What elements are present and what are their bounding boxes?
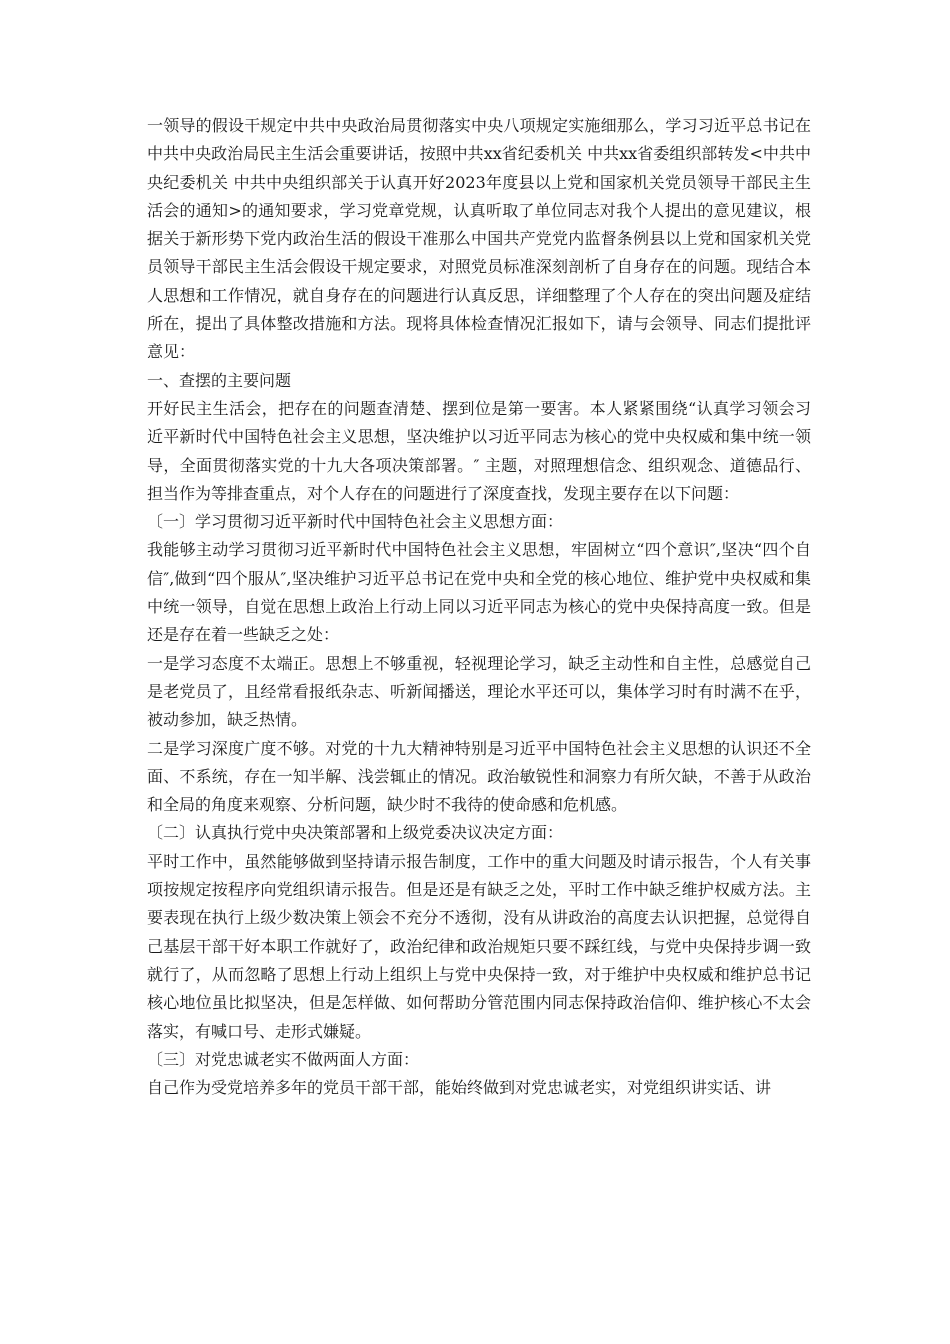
paragraph-subsection-2: 平时工作中，虽然能够做到坚持请示报告制度，工作中的重大问题及时请示报告，个人有关事项按规定按程序向党组织请示报告。但是还是有缺乏之处，平时工作中缺乏维护权威方法。主要表现在执行上级少数决策上领会不充分不透彻，没有从讲政治的高度去认识把握，总觉得自己基层干部干好本职工作就好了，政治纪律和政治规矩只要不踩红线，与党中央保持步调一致就行了，从而忽略了思想上行动上组织上与党中央保持一致，对于维护中央权威和维护总书记核心地位虽比拟坚决，但是怎样做、如何帮助分管范围内同志保持政治信仰、维护核心不太会落实，有喊口号、走形式嫌疑。 [147,851,811,1041]
paragraph-problem-overview: 开好民主生活会，把存在的问题查清楚、摆到位是第一要害。本人紧紧围绕“认真学习领会习近平新时代中国特色社会主义思想，坚决维护以习近平同志为核心的党中央权威和集中统一领导，全面贯彻落实党的十九大各项决策部署。″ 主题，对照理想信念、组织观念、道德品行、担当作为等排查重点，对个人存在的问题进行了深度查找，发现主要存在以下问题： [147,398,811,503]
paragraph-subsection-3: 自己作为受党培养多年的党员干部干部，能始终做到对党忠诚老实，对党组织讲实话、讲 [147,1078,772,1098]
subsection-heading-3: 〔三〕对党忠诚老实不做两面人方面： [147,1049,420,1069]
section-heading-main-problems: 一、查摆的主要问题 [147,370,292,390]
document-body [147,112,811,1102]
paragraph-subsection-1: 我能够主动学习贯彻习近平新时代中国特色社会主义思想，牢固树立“四个意识″,坚决“四个自信″,做到“四个服从″,坚决维护习近平总书记在党中央和全党的核心地位、维护党中央权威和集中统一领导，自觉在思想上政治上行动上同以习近平同志为核心的党中央保持高度一致。但是还是存在着一些缺乏之处： [147,540,811,645]
paragraph-point-1: 一是学习态度不太端正。思想上不够重视，轻视理论学习，缺乏主动性和自主性，总感觉自己是老党员了，且经常看报纸杂志、听新闻播送，理论水平还可以，集体学习时有时满不在乎，被动参加，缺乏热情。 [147,653,811,730]
paragraph-intro: 一领导的假设干规定中共中央政治局贯彻落实中央八项规定实施细那么，学习习近平总书记在中共中央政治局民主生活会重要讲话，按照中共xx省纪委机关 中共xx省委组织部转发<中共中央纪委机关 中共中央组织部关于认真开好2023年度县以上党和国家机关党员领导干部民主生活会的通知>的通知要求，学习党章党规，认真听取了单位同志对我个人提出的意见建议，根据关于新形势下党内政治生活的假设干准那么中国共产党党内监督条例县以上党和国家机关党员领导干部民主生活会假设干规定要求，对照党员标准深刻剖析了自身存在的问题。现结合本人思想和工作情况，就自身存在的问题进行认真反思，详细整理了个人存在的突出问题及症结所在，提出了具体整改措施和方法。现将具体检查情况汇报如下，请与会领导、同志们提批评意见： [147,116,811,362]
subsection-heading-1: 〔一〕学习贯彻习近平新时代中国特色社会主义思想方面： [147,512,564,532]
paragraph-point-2: 二是学习深度广度不够。对党的十九大精神特别是习近平中国特色社会主义思想的认识还不全面、不系统，存在一知半解、浅尝辄止的情况。政治敏锐性和洞察力有所欠缺，不善于从政治和全局的角度来观察、分析问题，缺少时不我待的使命感和危机感。 [147,738,811,815]
subsection-heading-2: 〔二〕认真执行党中央决策部署和上级党委决议决定方面： [147,823,564,843]
